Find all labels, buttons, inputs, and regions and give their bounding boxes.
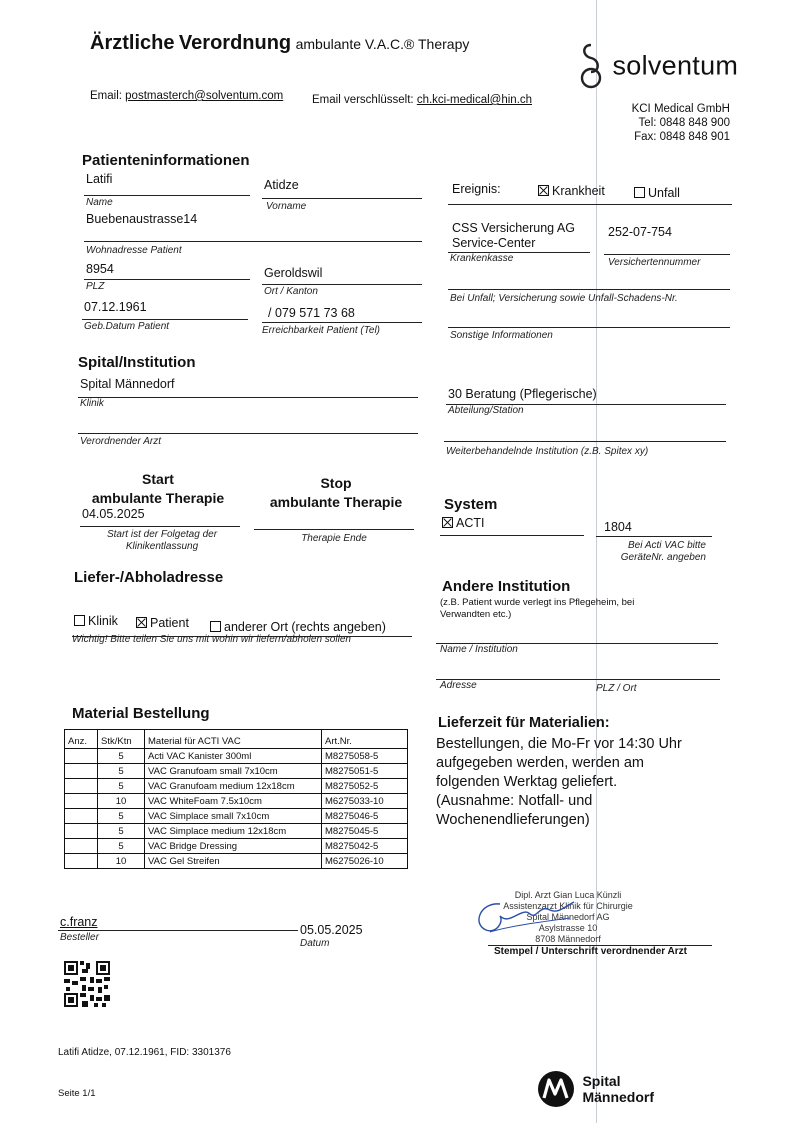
therapy-stop-caption: Therapie Ende (301, 533, 367, 544)
device-number-caption-2: GeräteNr. angeben (620, 552, 706, 563)
row-artnr: M8275051-5 (322, 764, 408, 779)
delivery-patient-checkbox[interactable] (136, 617, 147, 628)
therapy-stop-heading (256, 474, 416, 512)
insurance-number-caption: Versichertennummer (608, 257, 701, 268)
delivery-time-line: folgenden Werktag geliefert. (436, 774, 618, 790)
followup-institution-caption: Weiterbehandelnde Institution (z.B. Spitex xy) (446, 446, 649, 457)
station-value: 30 Beratung (Pflegerische) (448, 387, 597, 401)
row-material: VAC WhiteFoam 7.5x10cm (145, 794, 322, 809)
email-label: Email: (90, 90, 122, 102)
row-anz[interactable] (65, 749, 98, 764)
other-institution-note-1: (z.B. Patient wurde verlegt ins Pflegeheim, bei (440, 597, 635, 608)
therapy-start-line1: Start (142, 471, 174, 487)
orderer-value: c.franz (60, 915, 98, 929)
clinic-value: Spital Männedorf (80, 377, 175, 391)
delivery-time-line: Bestellungen, die Mo-Fr vor 14:30 Uhr (436, 736, 682, 752)
email-link[interactable]: postmasterch@solventum.com (125, 90, 284, 102)
title-part-a: Ärztliche (90, 32, 175, 54)
therapy-stop-line2: ambulante Therapie (269, 494, 403, 510)
row-anz[interactable] (65, 854, 98, 869)
insurance-name-line1: CSS Versicherung AG (452, 221, 575, 235)
email-enc-link[interactable]: ch.kci-medical@hin.ch (416, 94, 533, 106)
station-caption: Abteilung/Station (448, 405, 524, 416)
patient-firstname-value: Atidze (264, 178, 299, 192)
delivery-time-line: (Ausnahme: Notfall- und (436, 793, 593, 809)
other-institution-plz-caption: PLZ / Ort (596, 683, 637, 694)
solventum-logo-icon (574, 42, 608, 90)
order-date-value: 05.05.2025 (300, 923, 363, 937)
table-row (65, 854, 408, 869)
therapy-start-caption-1: Start ist der Folgetag der (106, 529, 218, 540)
acti-checkbox[interactable] (442, 517, 453, 528)
stamp-line: Assistenzarzt Klinik für Chirurgie (503, 901, 633, 911)
therapy-start-line2: ambulante Therapie (91, 490, 225, 506)
delivery-time-text (436, 735, 682, 830)
delivery-other-checkbox[interactable] (210, 621, 221, 632)
solventum-logo (574, 42, 738, 90)
stamp-line: 8708 Männedorf (535, 934, 601, 944)
patient-firstname-caption: Vorname (266, 201, 307, 212)
email-encrypted-row (312, 94, 532, 106)
delivery-note: Wichtig! Bitte teilen Sie uns mit wohin wir liefern/abholen sollen (72, 634, 351, 645)
delivery-patient-label: Patient (150, 616, 189, 630)
row-material: VAC Bridge Dressing (145, 839, 322, 854)
section-delivery: Liefer-/Abholadresse (74, 569, 224, 586)
acti-label: ACTI (456, 516, 485, 530)
email-row (90, 90, 283, 102)
system-acti-option[interactable] (442, 516, 484, 530)
row-stk: 5 (98, 764, 145, 779)
spital-maennedorf-logo (536, 1068, 654, 1110)
row-artnr: M8275058-5 (322, 749, 408, 764)
other-institution-name-caption: Name / Institution (440, 644, 518, 655)
patient-phone-caption: Erreichbarkeit Patient (Tel) (262, 325, 381, 336)
brand-name: solventum (612, 50, 739, 81)
event-unfall-option[interactable] (634, 186, 680, 200)
therapy-start-caption (84, 529, 240, 553)
table-row (65, 839, 408, 854)
doctor-caption: Verordnender Arzt (80, 436, 161, 447)
row-artnr: M8275052-5 (322, 779, 408, 794)
row-stk: 5 (98, 749, 145, 764)
device-number-value: 1804 (604, 520, 632, 534)
company-name: KCI Medical GmbH (631, 103, 730, 115)
row-anz[interactable] (65, 824, 98, 839)
row-stk: 5 (98, 824, 145, 839)
stamp-line: Asylstrasse 10 (538, 923, 598, 933)
company-contact (632, 102, 730, 144)
patient-plz-value: 8954 (86, 262, 114, 276)
form-title (90, 32, 469, 55)
therapy-start-date: 04.05.2025 (82, 507, 145, 521)
insurance-name (452, 221, 575, 251)
insurance-name-line2: Service-Center (452, 236, 536, 250)
table-row (65, 764, 408, 779)
other-institution-note-2: Verwandten etc.) (440, 609, 512, 620)
stamp-line: Dipl. Arzt Gian Luca Künzli (514, 890, 622, 900)
spital-logo-icon (536, 1068, 576, 1110)
qr-code-icon (64, 961, 110, 1007)
delivery-klinik-label: Klinik (88, 614, 118, 628)
table-row (65, 749, 408, 764)
header-material: Material für ACTI VAC (145, 730, 322, 749)
row-artnr: M8275046-5 (322, 809, 408, 824)
patient-phone-value: / 079 571 73 68 (268, 306, 355, 320)
email-enc-label: Email verschlüsselt: (312, 94, 414, 106)
row-material: Acti VAC Kanister 300ml (145, 749, 322, 764)
row-anz[interactable] (65, 764, 98, 779)
company-fax: Fax: 0848 848 901 (634, 131, 730, 143)
clinic-caption: Klinik (80, 398, 104, 409)
patient-dob-value: 07.12.1961 (84, 300, 147, 314)
table-row (65, 824, 408, 839)
footer-patient-line: Latifi Atidze, 07.12.1961, FID: 3301376 (58, 1047, 231, 1058)
page-number: Seite 1/1 (58, 1088, 96, 1099)
order-date-caption: Datum (300, 938, 330, 949)
row-anz[interactable] (65, 794, 98, 809)
row-stk: 10 (98, 854, 145, 869)
patient-address-caption: Wohnadresse Patient (86, 245, 182, 256)
table-row (65, 779, 408, 794)
other-info-caption: Sonstige Informationen (450, 330, 553, 341)
patient-plz-caption: PLZ (86, 281, 105, 292)
material-table (64, 729, 408, 869)
patient-city-value: Geroldswil (264, 266, 323, 280)
event-krankheit-option[interactable] (538, 184, 605, 198)
row-stk: 5 (98, 839, 145, 854)
delivery-other-option[interactable] (210, 620, 386, 634)
delivery-patient-option[interactable] (136, 616, 189, 630)
row-material: VAC Gel Streifen (145, 854, 322, 869)
doctor-signature-icon (470, 896, 580, 940)
row-material: VAC Simplace small 7x10cm (145, 809, 322, 824)
device-number-caption (600, 540, 706, 564)
spital-logo-line2: Männedorf (582, 1089, 655, 1105)
row-material: VAC Granufoam medium 12x18cm (145, 779, 322, 794)
title-subtitle: ambulante V.A.C.® Therapy (295, 36, 470, 52)
delivery-klinik-checkbox[interactable] (74, 615, 85, 626)
patient-address-value: Buebenaustrasse14 (86, 212, 198, 226)
row-anz[interactable] (65, 779, 98, 794)
patient-dob-caption: Geb.Datum Patient (84, 321, 170, 332)
event-label: Ereignis: (452, 182, 501, 196)
other-institution-address-caption: Adresse (440, 680, 477, 691)
row-artnr: M8275042-5 (322, 839, 408, 854)
row-stk: 10 (98, 794, 145, 809)
header-artnr: Art.Nr. (322, 730, 408, 749)
krankheit-label: Krankheit (552, 184, 605, 198)
row-anz[interactable] (65, 809, 98, 824)
therapy-start-heading (82, 470, 234, 508)
insurance-number-value: 252-07-754 (608, 225, 672, 239)
patient-name-caption: Name (86, 197, 113, 208)
unfall-checkbox[interactable] (634, 187, 645, 198)
section-other-institution: Andere Institution (442, 578, 571, 595)
unfall-label: Unfall (648, 186, 680, 200)
row-material: VAC Simplace medium 12x18cm (145, 824, 322, 839)
row-artnr: M8275045-5 (322, 824, 408, 839)
stamp-line: Spital Männedorf AG (526, 912, 610, 922)
therapy-start-caption-2: Klinikentlassung (125, 541, 199, 552)
row-stk: 5 (98, 809, 145, 824)
patient-name-value: Latifi (86, 172, 113, 186)
section-patient: Patienteninformationen (82, 152, 250, 169)
company-tel: Tel: 0848 848 900 (638, 117, 730, 129)
insurance-caption: Krankenkasse (450, 253, 514, 264)
delivery-time-line: aufgegeben werden, werden am (436, 755, 644, 771)
header-anz: Anz. (65, 730, 98, 749)
delivery-time-line: Wochenendlieferungen) (436, 812, 590, 828)
patient-city-caption: Ort / Kanton (264, 286, 318, 297)
other-institution-note (440, 597, 634, 621)
section-spital: Spital/Institution (78, 354, 196, 371)
table-row (65, 794, 408, 809)
stamp-caption: Stempel / Unterschrift verordnender Arzt (494, 946, 688, 957)
therapy-stop-line1: Stop (320, 475, 352, 491)
row-artnr: M6275026-10 (322, 854, 408, 869)
section-material: Material Bestellung (72, 705, 210, 722)
table-row (65, 809, 408, 824)
row-stk: 5 (98, 779, 145, 794)
delivery-time-title: Lieferzeit für Materialien: (438, 715, 610, 731)
row-material: VAC Granufoam small 7x10cm (145, 764, 322, 779)
device-number-caption-1: Bei Acti VAC bitte (628, 540, 706, 551)
delivery-klinik-option[interactable] (74, 614, 118, 628)
header-stk: Stk/Ktn (98, 730, 145, 749)
title-part-b: Verordnung (178, 32, 292, 54)
row-anz[interactable] (65, 839, 98, 854)
orderer-caption: Besteller (60, 932, 99, 943)
krankheit-checkbox[interactable] (538, 185, 549, 196)
row-artnr: M6275033-10 (322, 794, 408, 809)
accident-insurance-caption: Bei Unfall; Versicherung sowie Unfall-Schadens-Nr. (450, 293, 678, 304)
material-table-header (65, 730, 408, 749)
section-system: System (444, 496, 498, 513)
spital-logo-line1: Spital (582, 1073, 621, 1089)
delivery-other-label: anderer Ort (rechts angeben) (224, 620, 386, 634)
